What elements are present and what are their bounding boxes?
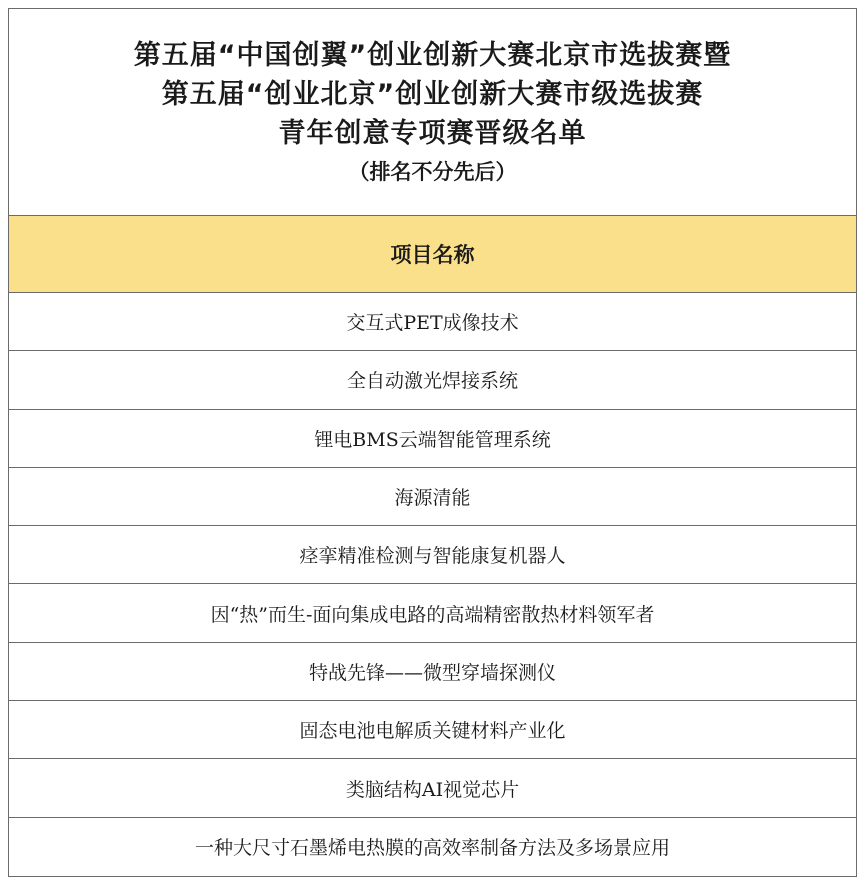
- title-line-1: 第五届“中国创翼”创业创新大赛北京市选拔赛暨: [133, 40, 732, 71]
- project-row: 因“热”而生-面向集成电路的高端精密散热材料领军者: [9, 584, 856, 642]
- project-row: 类脑结构AI视觉芯片: [9, 759, 856, 817]
- title-line-3: 青年创意专项赛晋级名单: [278, 118, 587, 149]
- project-row: 全自动激光焊接系统: [9, 351, 856, 409]
- project-row: 锂电BMS云端智能管理系统: [9, 410, 856, 468]
- project-row: 特战先锋——微型穿墙探测仪: [9, 643, 856, 701]
- results-table: [8, 8, 857, 877]
- title-line-2: 第五届“创业北京”创业创新大赛市级选拔赛: [161, 79, 704, 110]
- project-row: 固态电池电解质关键材料产业化: [9, 701, 856, 759]
- project-row: 海源清能: [9, 468, 856, 526]
- column-header: 项目名称: [9, 216, 856, 293]
- project-row: 痉挛精准检测与智能康复机器人: [9, 526, 856, 584]
- project-list: [9, 293, 856, 876]
- project-row: 交互式PET成像技术: [9, 293, 856, 351]
- title-block: [9, 9, 856, 216]
- project-row: 一种大尺寸石墨烯电热膜的高效率制备方法及多场景应用: [194, 837, 670, 860]
- ranking-note: （排名不分先后）: [348, 160, 517, 184]
